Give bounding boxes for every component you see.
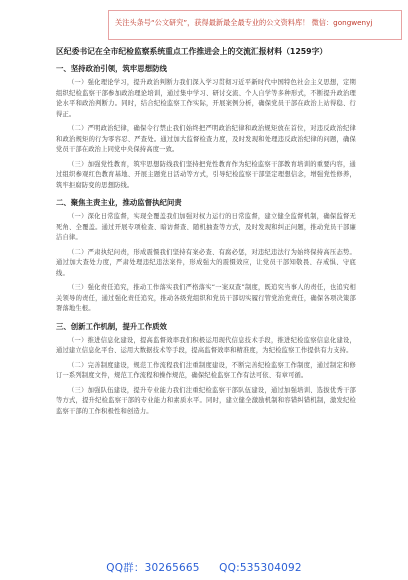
document-title: 区纪委书记在全市纪检监察系统重点工作推进会上的交流汇报材料（1259字） xyxy=(56,47,328,56)
paragraph-1-3: （三）加强党性教育，筑牢思想防线我们坚持把党性教育作为纪检监察干部教育培训的重要内容，通过组织参观红色教育基地、开展主题党日活动等方式，引导纪检监察干部坚定理想信念，增强党性修养，筑牢拒腐防变的思想防线。 xyxy=(56,160,356,189)
contact-footer xyxy=(0,560,408,575)
section-heading-3: 三、创新工作机制，提升工作质效 xyxy=(56,321,167,331)
section-heading-1: 一、坚持政治引领，筑牢思想防线 xyxy=(56,64,167,73)
paragraph-3-1: （一）推进信息化建设，提高监督效率我们积极运用现代信息技术手段，推进纪检监察信息化建设，通过建立信息化平台、运用大数据技术等手段，提高监督效率和精准度，为纪检监察工作提供有力支持。 xyxy=(56,336,356,354)
section-heading-2: 二、聚焦主责主业，推动监督执纪问责 xyxy=(56,198,182,207)
document-body xyxy=(56,46,356,417)
paragraph-2-1: （一）深化日常监督，实现全覆盖我们加强对权力运行的日常监督，建立健全监督机制，确保监督无死角、全覆盖。通过开展专项检查、暗访督查、随机抽查等方式，及时发现和纠正问题，推动党员干部廉洁自律。 xyxy=(56,213,356,241)
qq-group-text: QQ群：30265665 xyxy=(106,562,200,574)
paragraph-1-2: （二）严明政治纪律，确保令行禁止我们始终把严明政治纪律和政治规矩放在首位，对违反政治纪律和政治规矩的行为零容忍、严查处。通过加大监督检查力度，及时发现和处理违反政治纪律的问题，确保党员干部在政治上同党中央保持高度一致。 xyxy=(56,125,356,153)
paragraph-2-2: （二）严肃执纪问责，形成震慑我们坚持有案必查、有腐必惩，对违纪违法行为始终保持高压态势。通过加大查处力度，严肃处理违纪违法案件，形成强大的震慑效应，让党员干部知敬畏、存戒惧、守底线。 xyxy=(56,248,356,277)
paragraph-2-3: （三）强化责任追究，推动工作落实我们严格落实“一案双查”制度，既追究当事人的责任，也追究相关领导的责任，通过强化责任追究，推动各级党组织和党员干部切实履行管党治党责任，确保各项决策部署落地生根。 xyxy=(56,284,356,312)
promo-banner-text: 关注头条号“公文研究”，获得最新最全最专业的公文资料库！ 微信：gongwenyj xyxy=(115,18,373,27)
qq-text: QQ:535304092 xyxy=(219,562,302,574)
paragraph-3-3: （三）加强队伍建设，提升专业能力我们注重纪检监察干部队伍建设，通过加强培训、选拔优秀干部等方式，提升纪检监察干部的专业能力和素质水平。同时，建立健全激励机制和容错纠错机制，激发纪检监察干部的工作积极性和创造力。 xyxy=(56,386,356,415)
paragraph-3-2: （二）完善制度建设，规范工作流程我们注重制度建设，不断完善纪检监察工作制度，通过制定和修订一系列制度文件，规范工作流程和操作规范，确保纪检监察工作有法可依、有章可循。 xyxy=(56,361,356,379)
promo-banner xyxy=(108,10,402,40)
paragraph-1-1: （一）强化理论学习，提升政治判断力我们深入学习贯彻习近平新时代中国特色社会主义思想，定期组织纪检监察干部参加政治理论培训，通过集中学习、研讨交流、个人自学等多种形式，不断提升政治理论水平和政治判断力。同时，结合纪检监察工作实际，开展案例分析，确保党员干部在政治上站得稳、行得正。 xyxy=(56,79,356,118)
